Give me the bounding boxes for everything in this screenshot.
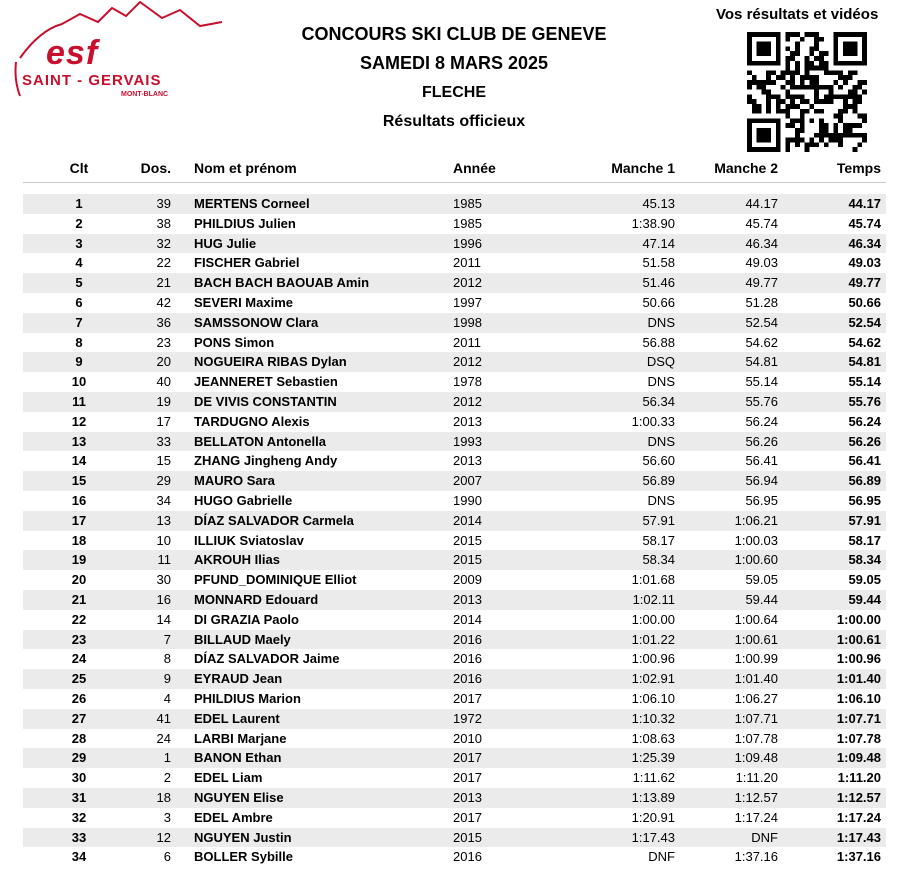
cell-m2: 1:12.57 [734,789,778,805]
cell-annee: 2012 [453,393,482,409]
table-row [23,531,886,551]
cell-temps: 1:00.00 [836,611,881,627]
cell-m1: 1:01.68 [631,572,675,588]
cell-m1: 56.89 [642,473,675,489]
cell-dos: 21 [156,275,171,291]
cell-clt: 31 [71,789,87,805]
table-row [23,748,886,768]
table-row [23,828,886,848]
cell-temps: 44.17 [848,196,881,211]
cell-m2: 1:11.20 [735,770,778,786]
cell-dos: 3 [163,809,171,825]
cell-dos: 19 [156,393,171,409]
cell-nom: MAURO Sara [194,473,275,489]
cell-m2: 1:06.21 [734,512,778,528]
table-row [23,729,886,749]
cell-nom: SAMSSONOW Clara [194,314,319,330]
cell-clt: 33 [71,829,87,845]
cell-temps: 56.41 [848,453,881,469]
cell-annee: 2015 [453,829,482,845]
cell-annee: 2016 [453,651,482,667]
cell-dos: 42 [156,294,171,310]
cell-clt: 11 [72,393,86,409]
cell-temps: 1:17.43 [836,829,881,845]
cell-annee: 2009 [453,572,482,588]
table-row [23,313,886,333]
cell-temps: 1:37.16 [836,849,881,865]
cell-annee: 2017 [453,809,482,825]
cell-clt: 25 [71,671,87,687]
cell-nom: BANON Ethan [194,750,282,766]
cell-temps: 56.89 [848,473,881,489]
cell-clt: 24 [71,651,87,667]
table-row [23,669,886,689]
cell-annee: 2015 [453,552,482,568]
logo-brand: esf [46,34,99,72]
cell-temps: 58.34 [848,552,881,568]
cell-m1: 1:10.32 [631,710,675,726]
cell-annee: 1985 [453,196,482,211]
cell-temps: 1:07.71 [836,710,881,726]
cell-m2: 1:00.03 [734,532,778,548]
cell-m1: 1:00.33 [631,413,675,429]
cell-temps: 46.34 [848,235,881,251]
cell-m2: 55.76 [745,393,778,409]
cell-nom: ZHANG Jingheng Andy [194,453,338,469]
cell-nom: PHILDIUS Julien [194,215,296,231]
cell-m2: 1:37.16 [734,849,778,865]
cell-clt: 13 [71,433,87,449]
cell-temps: 1:17.24 [836,809,881,825]
competition-date: SAMEDI 8 MARS 2025 [359,53,549,73]
col-clt: Clt [69,160,89,176]
cell-temps: 1:11.20 [837,770,881,786]
table-row [23,590,886,610]
cell-nom: EYRAUD Jean [194,671,283,687]
cell-dos: 39 [156,196,171,211]
cell-annee: 1972 [453,710,482,726]
cell-temps: 56.24 [848,413,881,429]
cell-annee: 2013 [453,789,482,805]
cell-annee: 2007 [453,473,482,489]
table-row [23,273,886,293]
cell-m2: 56.26 [745,433,778,449]
cell-nom: FISCHER Gabriel [194,255,300,271]
cell-clt: 3 [75,235,83,251]
cell-m2: 55.14 [745,374,778,390]
cell-nom: BILLAUD Maely [194,631,291,647]
cell-m2: 1:07.71 [734,710,778,726]
cell-temps: 50.66 [848,294,881,310]
cell-m2: 56.94 [745,473,778,489]
cell-nom: DÍAZ SALVADOR Carmela [194,512,354,528]
table-row [23,432,886,452]
cell-nom: EDEL Liam [194,770,263,786]
cell-dos: 8 [163,651,171,667]
cell-temps: 49.03 [848,255,881,271]
cell-dos: 7 [163,631,171,647]
cell-temps: 54.81 [848,354,881,370]
table-row [23,709,886,729]
cell-annee: 1996 [453,235,482,251]
cell-dos: 22 [156,255,171,271]
cell-m2: 1:00.60 [734,552,778,568]
cell-temps: 56.95 [848,492,881,508]
cell-annee: 2016 [453,671,482,687]
cell-m1: 56.34 [642,393,675,409]
cell-m2: 59.44 [745,591,778,607]
cell-clt: 6 [75,294,83,310]
cell-nom: PHILDIUS Marion [194,690,301,706]
table-row [23,788,886,808]
cell-m2: 54.62 [745,334,778,350]
cell-clt: 28 [71,730,87,746]
cell-temps: 1:00.96 [836,651,881,667]
table-row [23,234,886,254]
cell-m2: 56.24 [745,413,778,429]
cell-annee: 2013 [453,453,482,469]
cell-temps: 59.44 [848,591,881,607]
cell-nom: NGUYEN Elise [194,789,284,805]
cell-temps: 49.77 [848,275,881,291]
cell-temps: 57.91 [848,512,881,528]
cell-annee: 2016 [453,849,482,865]
results-table [23,194,886,867]
cell-temps: 55.76 [848,393,881,409]
cell-nom: PONS Simon [194,334,275,350]
cell-m1: 1:00.00 [631,611,675,627]
header-divider [23,182,886,183]
cell-nom: LARBI Marjane [194,730,287,746]
cell-clt: 9 [75,354,83,370]
cell-nom: NGUYEN Justin [194,829,292,845]
cell-clt: 19 [71,552,87,568]
logo-place: SAINT - GERVAIS [22,72,162,89]
cell-m2: 46.34 [745,235,778,251]
cell-temps: 1:12.57 [836,789,881,805]
cell-nom: EDEL Laurent [194,710,280,726]
cell-dos: 30 [156,572,171,588]
cell-nom: PFUND_DOMINIQUE Elliot [194,572,357,588]
cell-m2: 52.54 [745,314,778,330]
table-row [23,808,886,828]
cell-m1: DNS [647,492,675,508]
cell-clt: 10 [71,374,87,390]
table-row [23,511,886,531]
cell-m2: 1:06.27 [734,690,778,706]
cell-dos: 13 [156,512,171,528]
table-row [23,630,886,650]
cell-m1: 1:13.89 [631,789,675,805]
cell-annee: 2017 [453,770,482,786]
cell-nom: AKROUH Ilias [194,552,280,568]
cell-clt: 23 [71,631,87,647]
cell-annee: 2011 [453,255,481,271]
cell-dos: 16 [156,591,171,607]
table-row [23,194,886,214]
cell-m2: 49.77 [745,275,778,291]
cell-m2: 45.74 [745,215,778,231]
table-row [23,253,886,273]
cell-dos: 18 [156,789,171,805]
cell-m2: 1:00.61 [734,631,778,647]
cell-m2: 56.95 [745,492,778,508]
cell-nom: BELLATON Antonella [194,433,326,449]
cell-annee: 2010 [453,730,482,746]
cell-m1: 1:08.63 [631,730,675,746]
cell-annee: 2012 [453,275,482,291]
cell-m2: 1:00.64 [734,611,778,627]
cell-m1: 47.14 [642,235,675,251]
cell-dos: 29 [156,473,171,489]
cell-m2: DNF [751,829,778,845]
cell-nom: JEANNERET Sebastien [194,374,338,390]
cell-m1: 56.60 [642,453,675,469]
cell-dos: 38 [156,215,171,231]
cell-nom: TARDUGNO Alexis [194,413,310,429]
cell-clt: 1 [75,196,83,211]
cell-m2: 44.17 [745,196,778,211]
cell-clt: 12 [71,413,87,429]
cell-annee: 1997 [453,294,482,310]
cell-m1: DNS [647,374,675,390]
cell-temps: 1:01.40 [836,671,881,687]
cell-temps: 59.05 [848,572,881,588]
cell-m1: DNS [647,314,675,330]
cell-m1: 1:38.90 [631,215,675,231]
cell-temps: 1:07.78 [836,730,881,746]
table-row [23,550,886,570]
table-row [23,649,886,669]
cell-m1: 1:11.62 [632,770,675,786]
cell-annee: 1993 [453,433,482,449]
col-temps: Temps [836,160,881,176]
cell-dos: 2 [163,770,171,786]
cell-clt: 21 [71,591,87,607]
table-row [23,412,886,432]
cell-dos: 12 [156,829,171,845]
cell-dos: 33 [156,433,171,449]
cell-dos: 41 [156,710,171,726]
esf-logo [0,0,230,110]
cell-clt: 2 [75,215,83,231]
table-row [23,610,886,630]
cell-dos: 23 [156,334,171,350]
cell-m2: 1:00.99 [734,651,778,667]
cell-nom: DE VIVIS CONSTANTIN [194,393,337,409]
results-status: Résultats officieux [382,113,526,130]
cell-m1: 1:25.39 [631,750,675,766]
cell-clt: 22 [71,611,87,627]
cell-dos: 4 [163,690,171,706]
cell-nom: DI GRAZIA Paolo [194,611,299,627]
cell-nom: NOGUEIRA RIBAS Dylan [194,354,347,370]
cell-m2: 54.81 [745,354,778,370]
cell-nom: HUG Julie [194,235,257,251]
cell-m1: 1:02.91 [631,671,675,687]
cell-dos: 36 [156,314,171,330]
table-row [23,451,886,471]
cell-m1: 50.66 [642,294,675,310]
cell-dos: 15 [156,453,171,469]
cell-annee: 2017 [453,690,482,706]
cell-clt: 32 [71,809,87,825]
col-dos: Dos. [140,160,171,176]
col-manche1: Manche 1 [611,160,675,176]
cell-dos: 40 [156,374,171,390]
qr-code-icon[interactable] [747,32,867,152]
table-row [23,689,886,709]
table-row [23,293,886,313]
cell-clt: 15 [71,473,87,489]
cell-m1: 1:00.96 [631,651,675,667]
cell-clt: 7 [75,314,83,330]
cell-annee: 1998 [453,314,482,330]
cell-dos: 32 [156,235,171,251]
cell-m1: 57.91 [642,512,675,528]
cell-annee: 2011 [453,334,481,350]
col-manche2: Manche 2 [714,160,778,176]
cell-dos: 9 [163,671,171,687]
cell-temps: 56.26 [848,433,881,449]
cell-temps: 55.14 [848,374,881,390]
cell-m1: 1:06.10 [631,690,675,706]
cell-clt: 18 [71,532,87,548]
cell-annee: 2017 [453,750,482,766]
cell-m2: 49.03 [745,255,778,271]
cell-m1: 51.46 [642,275,675,291]
table-row [23,333,886,353]
cell-m2: 1:07.78 [734,730,778,746]
cell-dos: 10 [156,532,171,548]
cell-m2: 1:01.40 [734,671,778,687]
col-annee: Année [453,160,496,176]
table-row [23,570,886,590]
cell-nom: ILLIUK Sviatoslav [194,532,304,548]
cell-m1: 45.13 [642,196,675,211]
cell-dos: 11 [157,552,171,568]
table-row [23,372,886,392]
cell-temps: 54.62 [848,334,881,350]
cell-nom: EDEL Ambre [194,809,273,825]
cell-clt: 29 [71,750,87,766]
cell-dos: 14 [156,611,171,627]
cell-annee: 2013 [453,413,482,429]
cell-m1: DNS [647,433,675,449]
cell-clt: 8 [75,334,83,350]
cell-m2: 1:17.24 [734,809,778,825]
cell-temps: 1:09.48 [836,750,881,766]
table-header [23,160,886,180]
cell-clt: 20 [71,572,87,588]
table-row [23,352,886,372]
cell-m1: 58.17 [642,532,675,548]
cell-annee: 1978 [453,374,482,390]
cell-m1: 58.34 [642,552,675,568]
competition-title: CONCOURS SKI CLUB DE GENEVE [301,24,607,44]
cell-annee: 2015 [453,532,482,548]
cell-nom: HUGO Gabrielle [194,492,293,508]
col-nom: Nom et prénom [194,160,297,176]
cell-m1: DSQ [646,354,675,370]
cell-temps: 1:00.61 [836,631,881,647]
cell-m2: 1:09.48 [734,750,778,766]
cell-m2: 51.28 [745,294,778,310]
cell-m1: 1:20.91 [631,809,675,825]
cell-m1: 56.88 [642,334,675,350]
cell-m1: 1:02.11 [632,591,675,607]
cell-m1: 1:01.22 [631,631,675,647]
table-row [23,768,886,788]
cell-clt: 4 [75,255,83,271]
cell-annee: 1990 [453,492,482,508]
cell-nom: SEVERI Maxime [194,294,293,310]
cell-m2: 59.05 [745,572,778,588]
cell-dos: 6 [163,849,171,865]
cell-annee: 2012 [453,354,482,370]
cell-nom: BOLLER Sybille [194,849,293,865]
cell-clt: 16 [71,492,87,508]
mountain-logo-icon [0,0,230,110]
cell-annee: 2014 [453,611,482,627]
cell-temps: 45.74 [848,215,881,231]
cell-m2: 56.41 [745,453,778,469]
cell-clt: 27 [71,710,87,726]
cell-temps: 52.54 [848,314,881,330]
cell-clt: 30 [71,770,87,786]
cell-dos: 20 [156,354,171,370]
cell-clt: 14 [71,453,87,469]
cell-clt: 34 [71,849,87,865]
cell-nom: MONNARD Edouard [194,591,319,607]
cell-clt: 5 [75,275,83,291]
cell-nom: BACH BACH BAOUAB Amin [194,275,370,291]
cell-dos: 17 [156,413,171,429]
document-header [254,20,654,136]
cell-m1: 1:17.43 [631,829,675,845]
qr-label: Vos résultats et vidéos [716,6,879,23]
cell-clt: 26 [71,690,87,706]
table-row [23,847,886,867]
table-row [23,471,886,491]
cell-temps: 1:06.10 [836,690,881,706]
cell-m1: DNF [648,849,675,865]
cell-temps: 58.17 [848,532,881,548]
logo-sub: MONT-BLANC [121,91,169,98]
cell-clt: 17 [71,512,87,528]
cell-annee: 2016 [453,631,482,647]
cell-m1: 51.58 [642,255,675,271]
cell-dos: 24 [156,730,171,746]
cell-nom: DÍAZ SALVADOR Jaime [194,651,340,667]
cell-dos: 34 [156,492,171,508]
cell-annee: 1985 [453,215,482,231]
table-row [23,491,886,511]
cell-nom: MERTENS Corneel [194,196,310,211]
table-row [23,214,886,234]
cell-annee: 2013 [453,591,482,607]
table-row [23,392,886,412]
cell-annee: 2014 [453,512,482,528]
event-name: FLECHE [422,84,486,101]
cell-dos: 1 [163,750,171,766]
